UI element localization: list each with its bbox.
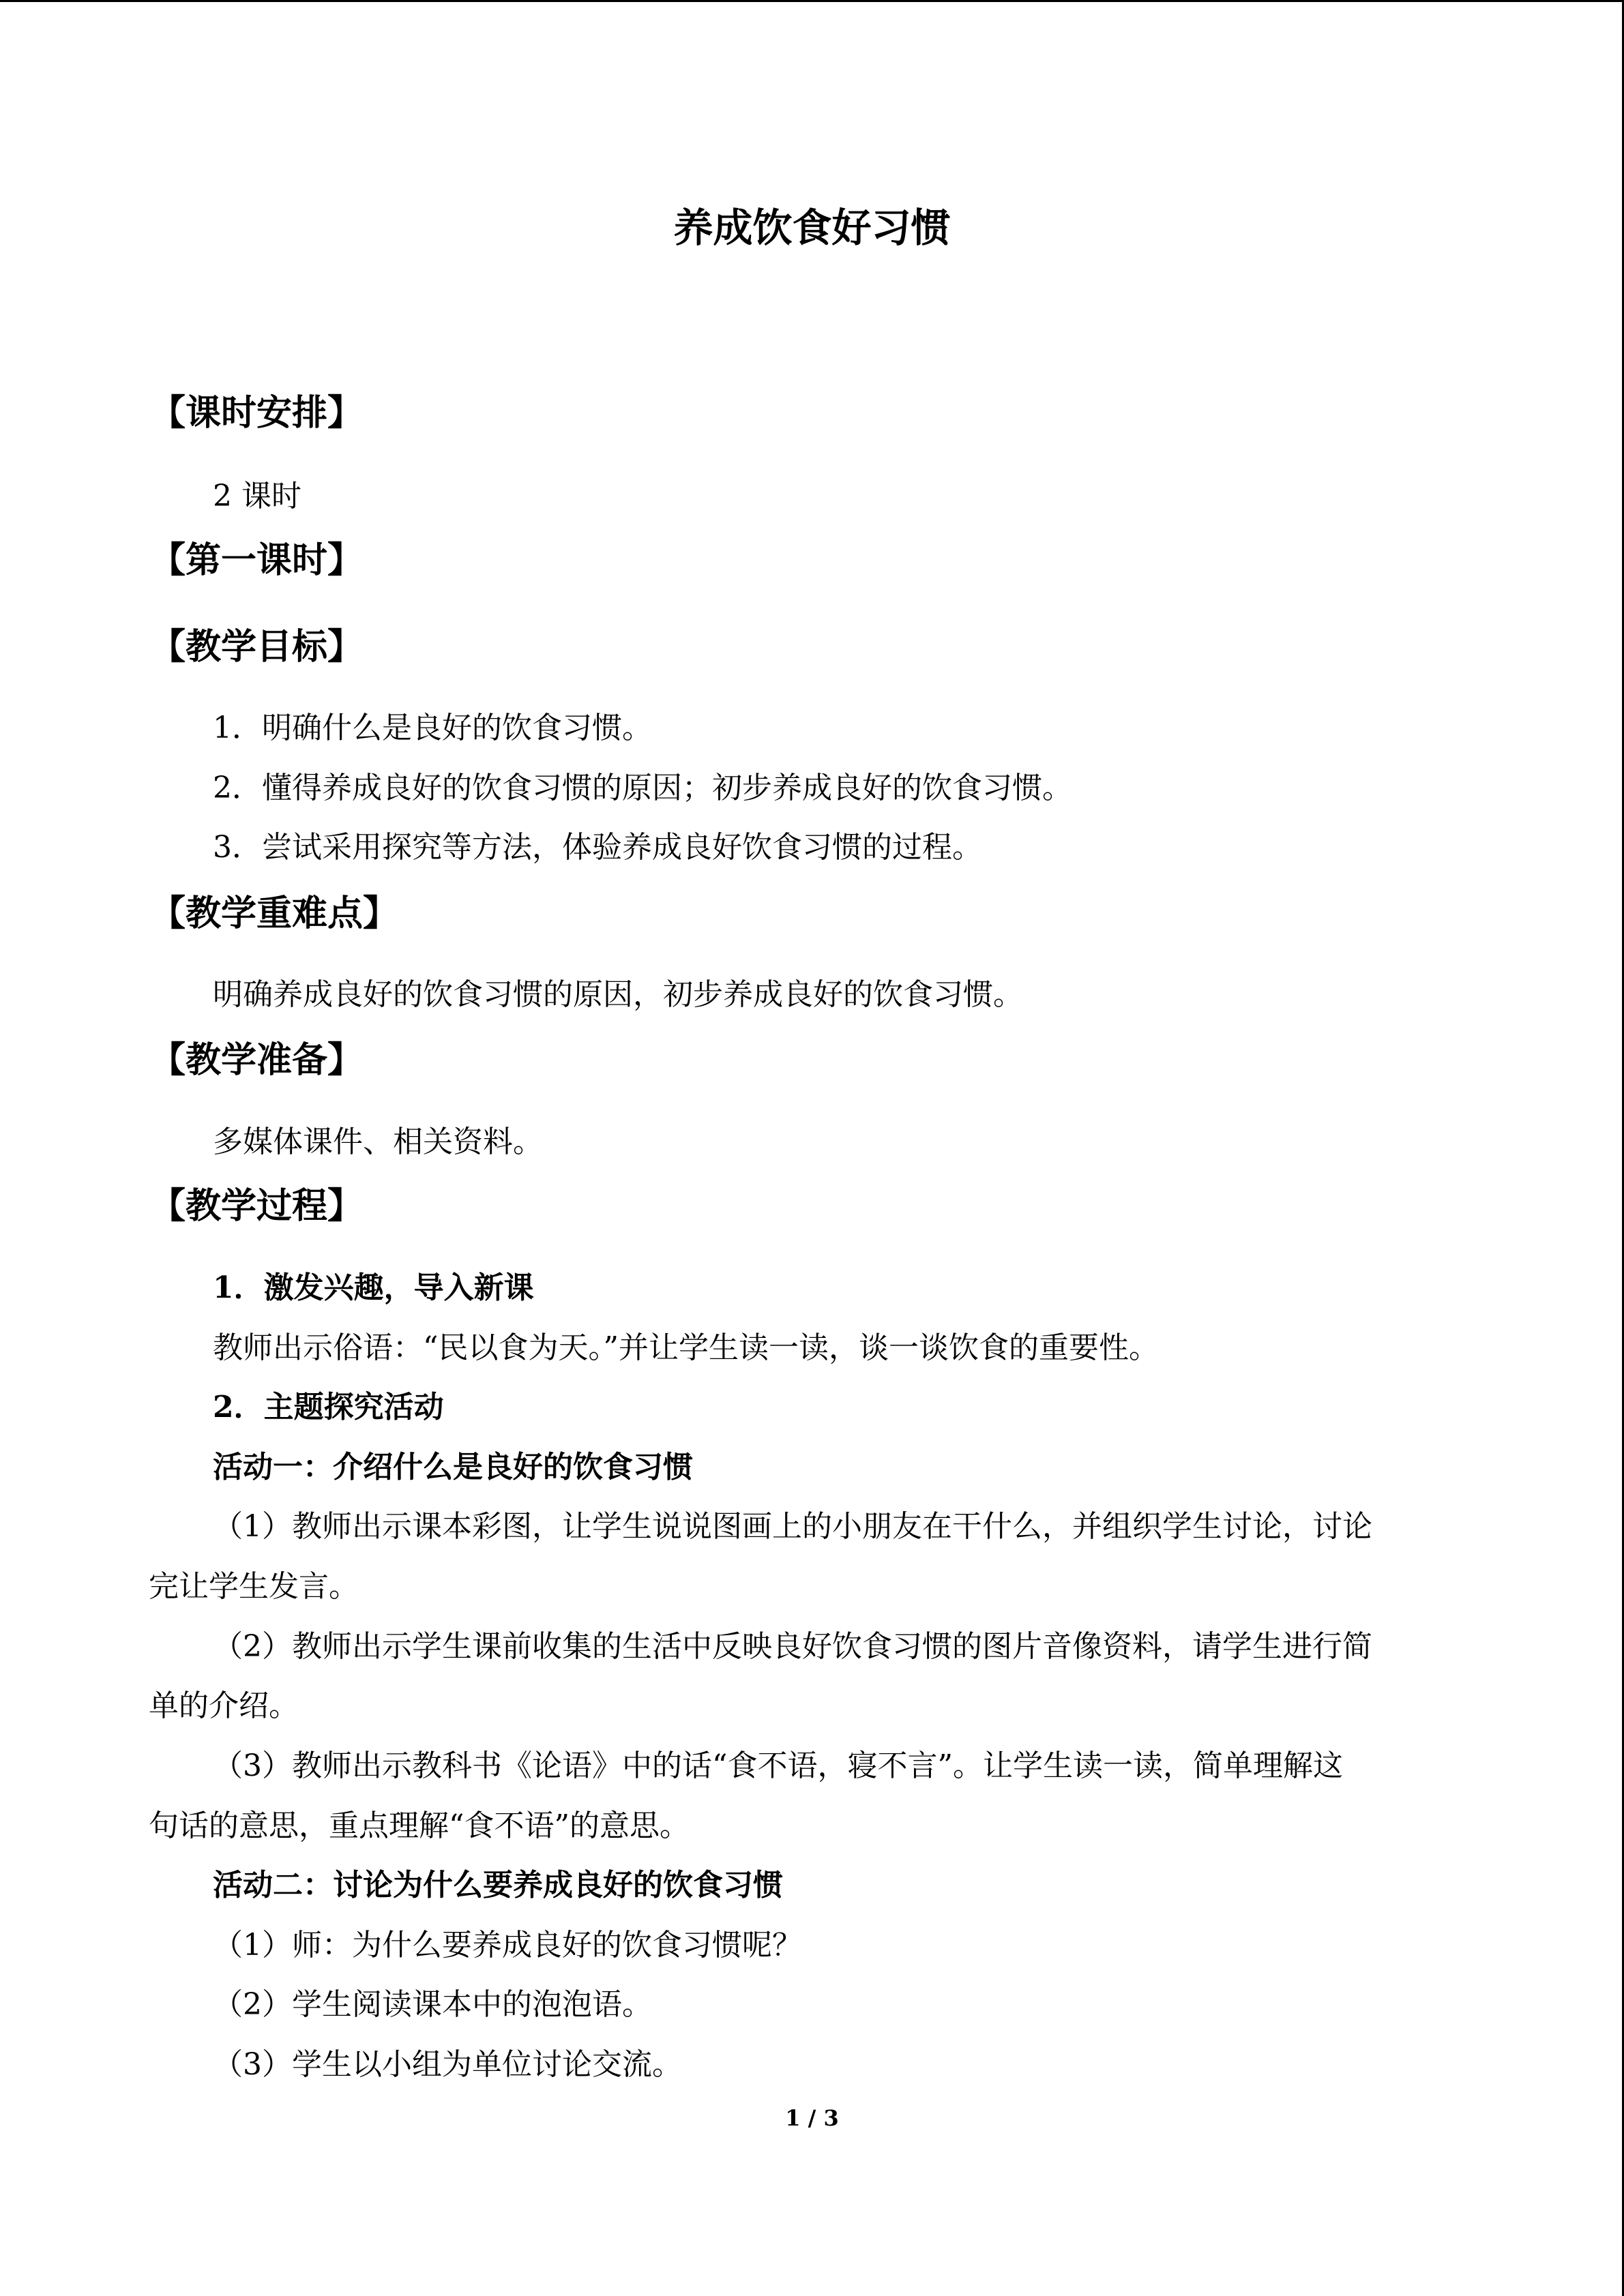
activity-paragraph-line: （1）教师出示课本彩图，让学生说说图画上的小朋友在干什么，并组织学生讨论，讨论 xyxy=(213,1509,1372,1544)
activity-item: （1）师：为什么要养成良好的饮食习惯呢？ xyxy=(213,1928,802,1963)
activity-item: （3）学生以小组为单位讨论交流。 xyxy=(213,2047,682,2082)
step-title: 2．主题探究活动 xyxy=(213,1390,444,1425)
page-number: 1 / 3 xyxy=(785,2105,839,2131)
step-title: 1．激发兴趣，导入新课 xyxy=(213,1270,534,1305)
heading-first-lesson: 【第一课时】 xyxy=(150,539,364,581)
activity-paragraph-line: （3）教师出示教科书《论语》中的话“食不语，寝不言”。让学生读一读，简单理解这 xyxy=(213,1748,1343,1783)
heading-preparation: 【教学准备】 xyxy=(150,1039,364,1081)
step-body: 教师出示俗语：“民以食为天。”并让学生读一读，谈一谈饮食的重要性。 xyxy=(213,1330,1159,1365)
activity-paragraph-line: （2）教师出示学生课前收集的生活中反映良好饮食习惯的图片音像资料，请学生进行简 xyxy=(213,1629,1372,1664)
activity-title: 活动二：讨论为什么要养成良好的饮食习惯 xyxy=(213,1868,783,1903)
activity-paragraph-line: 句话的意思，重点理解“食不语”的意思。 xyxy=(149,1808,690,1843)
page-top-border xyxy=(0,0,1624,2)
heading-key-points: 【教学重难点】 xyxy=(150,893,399,934)
heading-schedule: 【课时安排】 xyxy=(150,392,364,434)
schedule-body: 2 课时 xyxy=(213,479,301,513)
activity-item: （2）学生阅读课本中的泡泡语。 xyxy=(213,1987,652,2022)
activity-paragraph-line: 单的介绍。 xyxy=(149,1688,299,1723)
document-title: 养成饮食好习惯 xyxy=(673,205,951,251)
objective-item: 1．明确什么是良好的饮食习惯。 xyxy=(213,711,652,745)
objective-item: 2．懂得养成良好的饮食习惯的原因；初步养成良好的饮食习惯。 xyxy=(213,771,1072,805)
objective-item: 3．尝试采用探究等方法，体验养成良好饮食习惯的过程。 xyxy=(213,830,982,865)
heading-objectives: 【教学目标】 xyxy=(150,626,364,668)
activity-paragraph-line: 完让学生发言。 xyxy=(149,1569,359,1604)
preparation-body: 多媒体课件、相关资料。 xyxy=(213,1124,543,1159)
key-points-body: 明确养成良好的饮食习惯的原因，初步养成良好的饮食习惯。 xyxy=(213,977,1023,1012)
heading-process: 【教学过程】 xyxy=(150,1185,364,1227)
activity-title: 活动一：介绍什么是良好的饮食习惯 xyxy=(213,1450,693,1485)
